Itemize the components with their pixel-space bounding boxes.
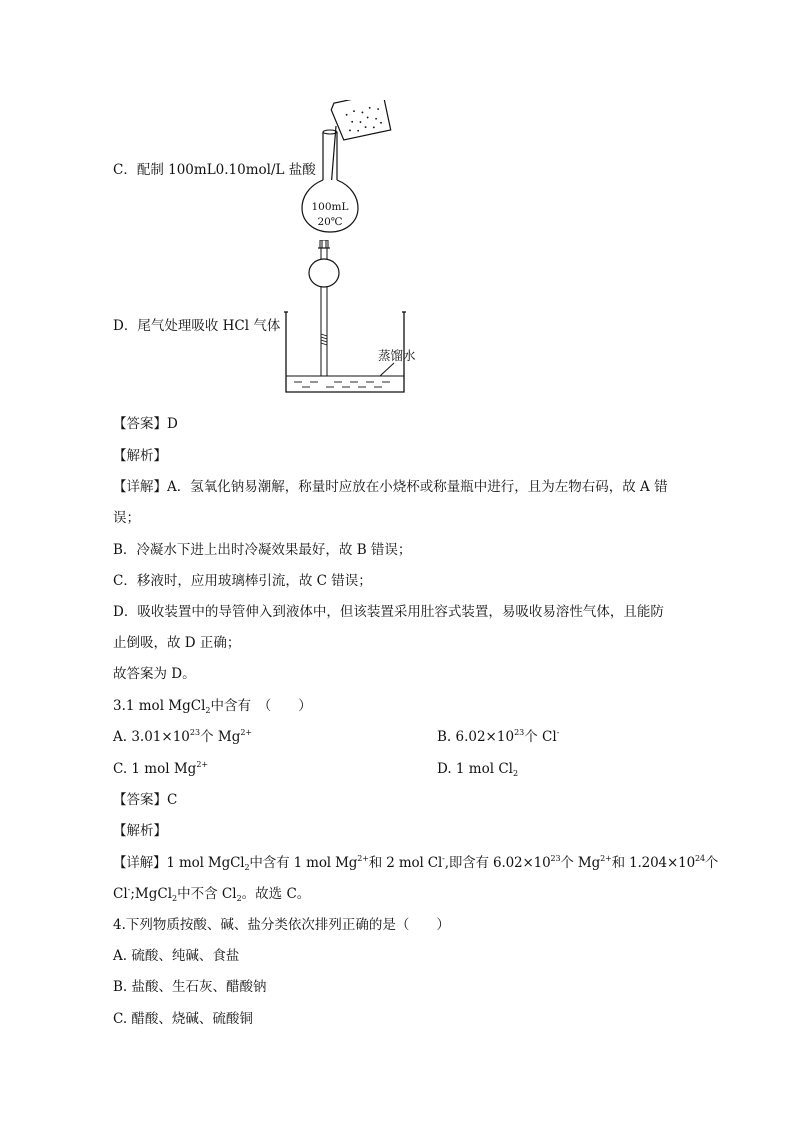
bulb — [309, 259, 339, 287]
distilled-water-label: 蒸馏水 — [378, 348, 416, 363]
q2-detail-c: C．移液时，应用玻璃棒引流，故 C 错误； — [113, 573, 372, 589]
q3-detail-line2: Cl-;MgCl$_2$中不含 $Cl_2$。故选 C。 — [113, 885, 311, 903]
q2-detail-b: B．冷凝水下进上出时冷凝效果最好，故 B 错误； — [113, 542, 412, 558]
q3-detail-line1: 【详解】1 mol MgCl$_2$中含有 1 mol $Mg^{2+}$和 2 mol Cl-,即含有 $6.02\times 10^{23}$个 $Mg^{2+}$和 $1.204\times 10^{24}$个 — [113, 854, 719, 872]
flask-volume-label: 100mL — [311, 201, 349, 213]
q3-analysis-label: 【解析】 — [113, 823, 167, 839]
q2-answer-line: 【答案】D — [113, 416, 178, 432]
q3-option-c: C. 1 mol $Mg^{2+}$ — [113, 760, 209, 777]
q2-detail-d-line2: 止倒吸，故 D 正确； — [113, 635, 241, 651]
q2-analysis-label: 【解析】 — [113, 448, 167, 464]
q4-stem: 4.下列物质按酸、碱、盐分类依次排列正确的是（ ） — [113, 917, 450, 933]
q2-detail-a-line1: 【详解】A．氢氧化钠易潮解，称量时应放在小烧杯或称量瓶中进行，且为左物右码，故 A 错 — [113, 479, 668, 495]
flask-temperature-label: 20℃ — [317, 216, 343, 228]
q2-detail-a-line2: 误； — [113, 510, 140, 526]
q3-stem: 3.1 mol MgCl$_2$中含有 （ ） — [113, 698, 312, 715]
q2-detail-d-line1: D．吸收装置中的导管伸入到液体中，但该装置采用肚容式装置，易吸收易溶性气体，且能防 — [113, 604, 664, 620]
gas-absorption-figure — [282, 240, 442, 398]
q3-option-b: B. $6.02\times 10^{23}$个 Cl- — [437, 728, 560, 745]
q4-option-a: A. 硫酸、纯碱、食盐 — [113, 948, 240, 964]
q4-option-c: C. 醋酸、烧碱、硫酸铜 — [113, 1011, 253, 1027]
q3-answer-line: 【答案】C — [113, 792, 178, 808]
q4-option-b: B. 盐酸、生石灰、醋酸钠 — [113, 979, 267, 995]
pouring-beaker — [330, 100, 391, 141]
option-d-text: D．尾气处理吸收 HCl 气体 — [113, 318, 281, 334]
q2-conclusion: 故答案为 D。 — [113, 666, 196, 682]
q3-answer: C — [167, 792, 178, 808]
q2-answer: D — [167, 416, 178, 432]
option-c-text: C．配制 100mL0.10mol/L 盐酸 — [113, 162, 316, 178]
q3-option-a: A. $3.01\times 10^{23}$个 $Mg^{2+}$ — [113, 728, 253, 745]
volumetric-flask-figure — [300, 100, 400, 236]
q3-option-d: D. 1 mol $Cl_2$ — [437, 761, 519, 778]
